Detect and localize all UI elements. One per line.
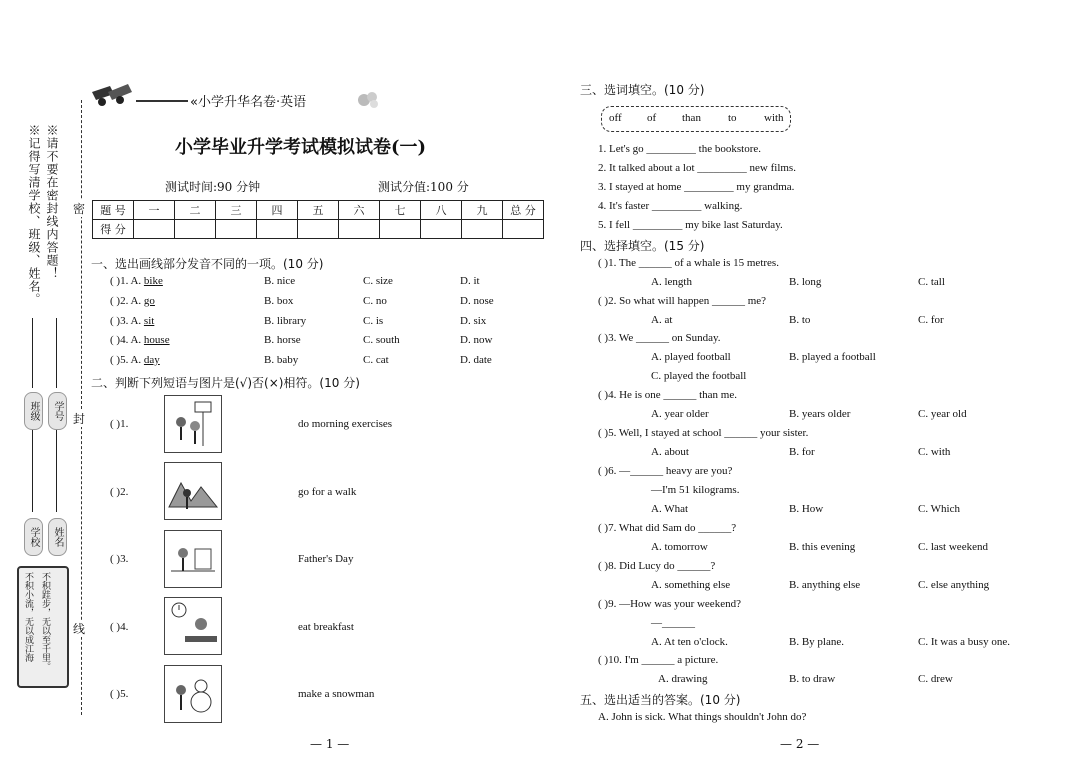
phrase-text: Father's Day — [298, 553, 354, 565]
field-school-label: 学校 — [24, 518, 43, 556]
score-header-cell: 三 — [216, 201, 257, 220]
score-header-cell: 六 — [339, 201, 380, 220]
judge-number: ( )4. — [110, 621, 129, 633]
picture-eat-breakfast — [164, 597, 222, 655]
option-c: C. size — [363, 275, 393, 287]
option-b: B. horse — [264, 334, 301, 346]
option-b: B. box — [264, 295, 294, 307]
choice-option-c: C. else anything — [918, 579, 990, 591]
choice-option-a: A. about — [651, 446, 689, 458]
exam-title: 小学毕业升学考试模拟试卷(一) — [175, 137, 427, 158]
choice-option-b: B. to draw — [789, 673, 836, 685]
fathers-day-picture-icon — [165, 531, 221, 587]
choice-option-a: A. tomorrow — [651, 541, 708, 553]
option-c: C. is — [363, 315, 384, 327]
field-name-label: 姓名 — [48, 518, 67, 556]
fill-blank-item: 2. It talked about a lot _________ new films. — [598, 162, 796, 174]
word-bank-item: of — [647, 112, 657, 124]
score-input-cell[interactable] — [257, 220, 298, 239]
phrase-text: do morning exercises — [298, 418, 393, 430]
page-number-1: — 1 — — [310, 737, 350, 751]
score-input-cell[interactable] — [339, 220, 380, 239]
picture-go-for-walk — [164, 462, 222, 520]
score-header-cell: 总 分 — [503, 201, 544, 220]
motto-text-1: 不积小流，无以成江海 — [23, 572, 33, 662]
word-bank-item: to — [728, 112, 737, 124]
picture-morning-exercises — [164, 395, 222, 453]
snowman-picture-icon — [165, 666, 221, 722]
fill-blank-item: 1. Let's go _________ the bookstore. — [598, 143, 761, 155]
option-c: C. cat — [363, 354, 389, 366]
test-time: 测试时间:90 分钟 — [165, 180, 261, 194]
choice-question: ( )1. The ______ of a whale is 15 metres. — [598, 257, 779, 269]
side-notice-2: ※记得写清学校、班级、姓名。 — [27, 124, 41, 306]
field-id-label: 学号 — [48, 392, 67, 430]
judge-number: ( )3. — [110, 553, 129, 565]
choice-option-c: C. It was a busy one. — [918, 636, 1010, 648]
score-input-cell[interactable] — [175, 220, 216, 239]
choice-option-a: A. What — [651, 503, 689, 515]
section2-heading: 二、判断下列短语与图片是(√)否(×)相符。(10 分) — [91, 376, 360, 390]
phrase-text: make a snowman — [298, 688, 375, 700]
score-header-cell: 题 号 — [93, 201, 134, 220]
choice-option-c: C. played the football — [651, 370, 747, 382]
score-table-header-row — [93, 201, 544, 220]
judge-number: ( )1. — [110, 418, 129, 430]
choice-question: ( )9. —How was your weekend? — [598, 598, 741, 610]
score-table — [92, 200, 544, 239]
choice-option-b: B. played a football — [789, 351, 876, 363]
option-b: B. library — [264, 315, 307, 327]
phrase-text: eat breakfast — [298, 621, 354, 633]
choice-option-c: C. Which — [918, 503, 960, 515]
question-row: ( )2. A. go — [110, 295, 155, 307]
choice-question: ( )4. He is one ______ than me. — [598, 389, 737, 401]
seal-mi: 密 — [73, 202, 86, 216]
pencil-logo-icon — [88, 82, 138, 112]
page-number-2: — 2 — — [780, 737, 820, 751]
option-d: D. date — [460, 354, 492, 366]
option-d: D. it — [460, 275, 480, 287]
question-row: ( )5. A. day — [110, 354, 160, 366]
section4-heading: 四、选择填空。(15 分) — [580, 239, 705, 253]
fill-blank-item: 5. I fell _________ my bike last Saturday. — [598, 219, 783, 231]
choice-option-a: A. length — [651, 276, 692, 288]
walk-picture-icon — [165, 463, 221, 519]
field-class-label: 班级 — [24, 392, 43, 430]
judge-number: ( )5. — [110, 688, 129, 700]
choice-option-c: C. year old — [918, 408, 967, 420]
score-input-cell[interactable] — [298, 220, 339, 239]
choice-option-a: A. drawing — [658, 673, 708, 685]
side-notice-1: ※请不要在密封线内答题！ — [45, 124, 59, 280]
score-input-cell[interactable] — [421, 220, 462, 239]
score-input-cell[interactable] — [216, 220, 257, 239]
fill-blank-item: 4. It's faster _________ walking. — [598, 200, 743, 212]
score-input-cell[interactable] — [380, 220, 421, 239]
choice-option-a: A. played football — [651, 351, 731, 363]
score-header-cell: 四 — [257, 201, 298, 220]
choice-option-b: B. How — [789, 503, 824, 515]
choice-option-b: B. years older — [789, 408, 851, 420]
choice-question-reply: —I'm 51 kilograms. — [651, 484, 740, 496]
choice-question: ( )5. Well, I stayed at school ______ your sister. — [598, 427, 809, 439]
score-table-row — [93, 220, 544, 239]
choice-option-b: B. anything else — [789, 579, 861, 591]
score-header-cell: 五 — [298, 201, 339, 220]
section5-intro: A. John is sick. What things shouldn't John do? — [598, 711, 807, 723]
judge-number: ( )2. — [110, 486, 129, 498]
picture-make-snowman — [164, 665, 222, 723]
test-score: 测试分值:100 分 — [378, 180, 469, 194]
motto-text-2: 不积跬步，无以至千里。 — [40, 572, 50, 671]
choice-option-a: A. year older — [651, 408, 709, 420]
motto-box — [17, 566, 69, 688]
option-d: D. nose — [460, 295, 494, 307]
option-b: B. nice — [264, 275, 296, 287]
option-c: C. south — [363, 334, 400, 346]
choice-question-reply: —______ — [651, 617, 695, 629]
choice-option-a: A. At ten o'clock. — [651, 636, 728, 648]
score-input-cell[interactable] — [134, 220, 175, 239]
choice-option-c: C. drew — [918, 673, 953, 685]
choice-question: ( )6. —______ heavy are you? — [598, 465, 733, 477]
score-header-cell: 二 — [175, 201, 216, 220]
question-row: ( )1. A. bike — [110, 275, 163, 287]
score-header-cell: 八 — [421, 201, 462, 220]
choice-option-c: C. last weekend — [918, 541, 988, 553]
seal-feng: 封 — [73, 412, 86, 426]
choice-question: ( )3. We ______ on Sunday. — [598, 332, 721, 344]
section3-heading: 三、选词填空。(10 分) — [580, 83, 705, 97]
score-input-cell[interactable] — [503, 220, 544, 239]
choice-option-b: B. By plane. — [789, 636, 844, 648]
option-d: D. now — [460, 334, 493, 346]
breakfast-picture-icon — [165, 598, 221, 654]
choice-option-a: A. at — [651, 314, 673, 326]
section1-heading: 一、选出画线部分发音不同的一项。(10 分) — [91, 257, 324, 271]
choice-option-b: B. for — [789, 446, 815, 458]
choice-option-c: C. tall — [918, 276, 945, 288]
score-input-cell[interactable] — [462, 220, 503, 239]
option-d: D. six — [460, 315, 487, 327]
choice-option-b: B. long — [789, 276, 822, 288]
score-row-label: 得 分 — [93, 220, 134, 239]
word-bank-item: off — [609, 112, 622, 124]
question-row: ( )3. A. sit — [110, 315, 155, 327]
question-row: ( )4. A. house — [110, 334, 170, 346]
choice-option-c: C. with — [918, 446, 951, 458]
exercise-picture-icon — [165, 396, 221, 452]
picture-fathers-day — [164, 530, 222, 588]
score-header-cell: 七 — [380, 201, 421, 220]
option-b: B. baby — [264, 354, 299, 366]
option-c: C. no — [363, 295, 387, 307]
choice-option-a: A. something else — [651, 579, 731, 591]
fill-blank-item: 3. I stayed at home _________ my grandma. — [598, 181, 795, 193]
choice-option-c: C. for — [918, 314, 944, 326]
flower-decoration-icon — [352, 88, 382, 110]
word-bank-item: than — [682, 112, 701, 124]
choice-question: ( )7. What did Sam do ______? — [598, 522, 737, 534]
choice-question: ( )10. I'm ______ a picture. — [598, 654, 719, 666]
choice-option-b: B. to — [789, 314, 811, 326]
choice-option-b: B. this evening — [789, 541, 856, 553]
choice-question: ( )2. So what will happen ______ me? — [598, 295, 767, 307]
brand-title: «小学升华名卷·英语 — [190, 95, 307, 110]
phrase-text: go for a walk — [298, 486, 357, 498]
seal-xian: 线 — [73, 622, 86, 636]
word-bank-item: with — [764, 112, 784, 124]
section5-heading: 五、选出适当的答案。(10 分) — [580, 693, 741, 707]
choice-question: ( )8. Did Lucy do ______? — [598, 560, 716, 572]
score-header-cell: 九 — [462, 201, 503, 220]
score-header-cell: 一 — [134, 201, 175, 220]
